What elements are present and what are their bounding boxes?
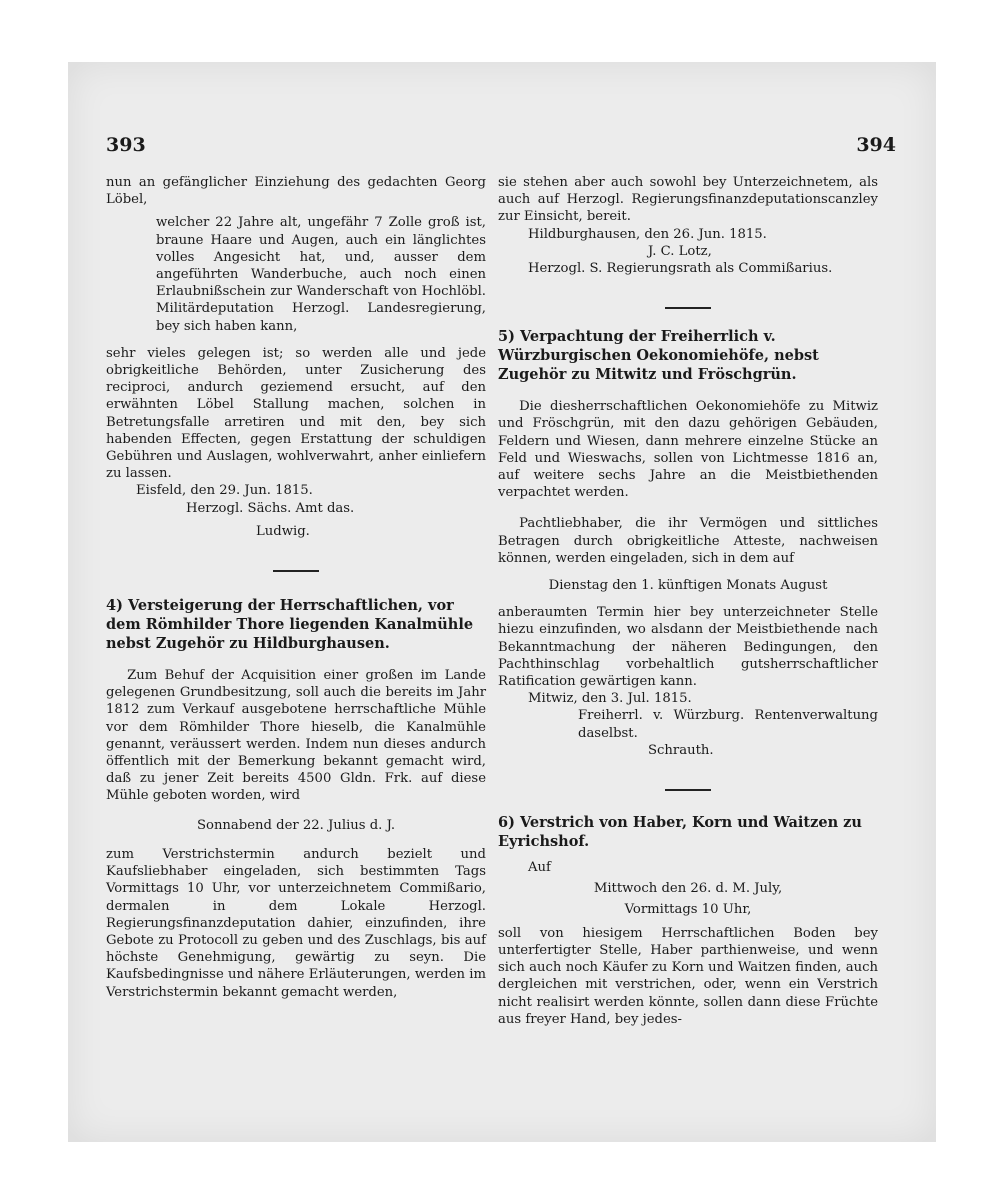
auction-date: Sonnabend der 22. Julius d. J. bbox=[196, 817, 396, 833]
paragraph: anberaumten Termin hier bey unterzeichneter Stelle hiezu einzufinden, wo alsdann der Meistbiethende nach Bekanntmachung der näheren Bedingungen, den Pachthinschlag vorbehaltlich gutsherrschaftlicher Ratification gewärtigen kann. bbox=[498, 605, 878, 690]
signature-place: Eisfeld, den 29. Jun. 1815. bbox=[136, 483, 313, 499]
signature-office: Freiherrl. v. Würzburg. Rentenverwaltung daselbst. bbox=[578, 708, 878, 741]
signature-name: Schrauth. bbox=[648, 742, 714, 758]
page-number-right: 394 bbox=[856, 134, 896, 156]
paragraph: sehr vieles gelegen ist; so werden alle und jede obrigkeitliche Behörden, unter Zusicherung des reciproci, andurch geziemend ersucht, auf den erwähnten Löbel Stallung machen, solchen in Betretungsfalle arretiren und mit den, bey sich habenden Effecten, gegen Erstattung der schuldigen Gebühren und Auslagen, wohlverwahrt, anher einliefern zu lassen. bbox=[106, 345, 486, 482]
paragraph-auf: Auf bbox=[528, 860, 551, 876]
paragraph: sie stehen aber auch sowohl bey Unterzeichnetem, als auch auf Herzogl. Regierungsfinanzdeputationscanzley zur Einsicht, bereit. bbox=[498, 175, 878, 225]
description-block: welcher 22 Jahre alt, ungefähr 7 Zolle groß ist, braune Haare und Augen, auch ein länglichtes volles Angesicht hat, und, ausser dem angeführten Wanderbuche, auch noch einen Erlaubnißschein zur Wanderschaft von Hochlöbl. Militärdeputation Herzogl. Landesregierung, bey sich haben kann, bbox=[156, 215, 486, 334]
section-heading-6: 6) Verstrich von Haber, Korn und Waitzen zu Eyrichshof. bbox=[498, 814, 862, 851]
signature-name: Ludwig. bbox=[256, 523, 310, 539]
section-divider bbox=[665, 307, 711, 309]
paragraph: Zum Behuf der Acquisition einer großen im Lande gelegenen Grundbesitzung, soll auch die bereits im Jahr 1812 zum Verkauf ausgebotene herrschaftliche Mühle vor dem Römhilder Thore hieselb, die Kanalmühle genannt, veräussert werden. Indem nun dieses andurch öffentlich mit der Bemerkung bekannt gemacht wird, daß zu jener Zeit bereits 4500 Gldn. Frk. auf diese Mühle geboten worden, wird bbox=[106, 668, 486, 804]
paragraph: nun an gefänglicher Einziehung des gedachten Georg Löbel, bbox=[106, 175, 486, 208]
section-heading-4: 4) Versteigerung der Herrschaftlichen, vor dem Römhilder Thore liegenden Kanalmühle nebst Zugehör zu Hildburghausen. bbox=[106, 597, 474, 653]
section-heading-5: 5) Verpachtung der Freiherrlich v. Würzburgischen Oekonomiehöfe, nebst Zugehör zu Mitwitz und Fröschgrün. bbox=[498, 328, 819, 384]
signature-place: Mitwiz, den 3. Jul. 1815. bbox=[528, 691, 692, 707]
sale-date: Mittwoch den 26. d. M. July, bbox=[593, 881, 783, 897]
paragraph: soll von hiesigem Herrschaftlichen Boden bey unterfertigter Stelle, Haber parthienweise, und wenn sich auch noch Käufer zu Korn und Waitzen finden, auch dergleichen mit verstrichen, oder, wenn ein Verstrich nicht realisirt werden könnte, sollen dann diese Früchte aus freyer Hand, bey jedes- bbox=[498, 925, 878, 1027]
newspaper-page bbox=[68, 62, 936, 1142]
paragraph: zum Verstrichstermin andurch bezielt und Kaufsliebhaber eingeladen, sich bestimmten Tags Vormittags 10 Uhr, vor unterzeichnetem Commißario, dermalen in dem Lokale Herzogl. Regierungsfinanzdeputation dahier, einzufinden, ihre Gebote zu Protocoll zu geben und des Zuschlags, bis auf höchste Genehmigung, gewärtig zu seyn. Die Kaufsbedingnisse und nähere Erläuterungen, werden im Verstrichstermin bekannt gemacht werden, bbox=[106, 846, 486, 1000]
section-divider bbox=[273, 570, 319, 572]
section-divider bbox=[665, 789, 711, 791]
page-number-left: 393 bbox=[106, 134, 146, 156]
paragraph: Pachtliebhaber, die ihr Vermögen und sittliches Betragen durch obrigkeitliche Atteste, nachweisen können, werden eingeladen, sich in dem auf bbox=[498, 516, 878, 566]
lease-date: Dienstag den 1. künftigen Monats August bbox=[548, 578, 828, 594]
left-column bbox=[106, 174, 486, 1001]
paragraph: Die diesherrschaftlichen Oekonomiehöfe zu Mitwiz und Fröschgrün, mit den dazu gehörigen Gebäuden, Feldern und Wiesen, dann mehrere einzelne Stücke an Feld und Wieswachs, sollen von Lichtmesse 1816 an, auf weitere sechs Jahre an die Meistbiethenden verpachtet werden. bbox=[498, 399, 878, 501]
sale-time: Vormittags 10 Uhr, bbox=[624, 902, 752, 918]
right-column bbox=[498, 174, 878, 1028]
signature-place: Hildburghausen, den 26. Jun. 1815. bbox=[528, 226, 767, 242]
signature-title: Herzogl. S. Regierungsrath als Commißarius. bbox=[528, 261, 833, 277]
signature-office: Herzogl. Sächs. Amt das. bbox=[186, 500, 355, 516]
signature-name: J. C. Lotz, bbox=[648, 243, 712, 259]
